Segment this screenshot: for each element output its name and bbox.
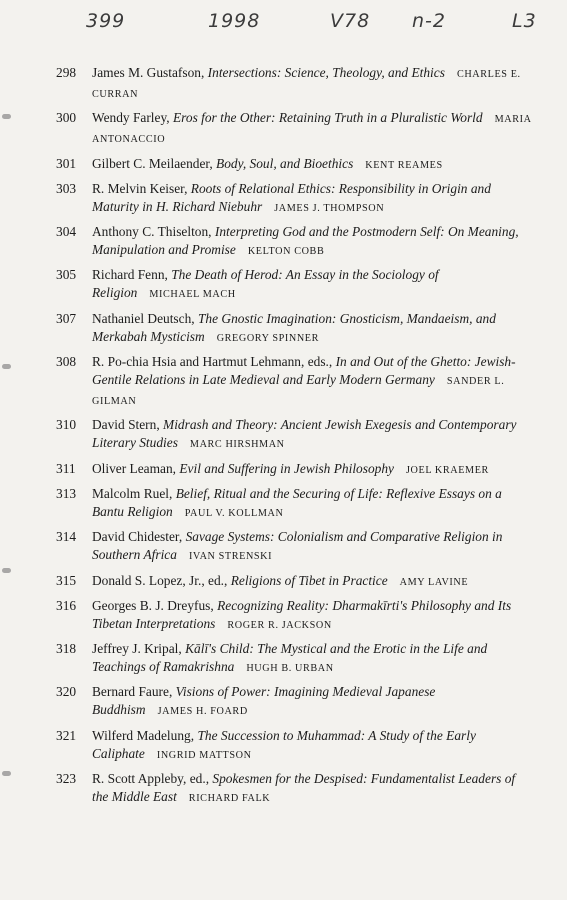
reviewer-name: SANDER L. GILMAN [92, 376, 505, 408]
entry-citation [92, 64, 534, 104]
page-number: 315 [56, 572, 77, 588]
handwritten-note-3: V78 [330, 10, 371, 32]
book-title: The Death of Herod: An Essay in the Sociology of Religion [92, 267, 439, 301]
author-name: Nathaniel Deutsch, [92, 310, 198, 326]
review-entry [56, 266, 534, 304]
book-title: Recognizing Reality: Dharmakīrti's Philosophy and Its Tibetan Interpretations [92, 597, 512, 631]
reviewer-name: PAUL V. KOLLMAN [184, 507, 284, 519]
page-number: 310 [56, 417, 77, 433]
page-number: 323 [56, 771, 77, 787]
review-entry [56, 528, 534, 566]
reviewer-name: HUGH B. URBAN [246, 663, 334, 675]
reviewer-name: AMY LAVINE [399, 576, 469, 588]
author-name: Jeffrey J. Kripal, [92, 641, 186, 657]
page-number: 301 [56, 155, 77, 171]
punch-hole-mark [2, 568, 11, 573]
review-entry [56, 683, 534, 721]
entry-citation [92, 310, 534, 348]
author-name: Gilbert C. Meilaender, [92, 155, 217, 171]
review-entry [56, 353, 534, 411]
author-name: Malcolm Ruel, [92, 485, 176, 501]
author-name: Oliver Leaman, [92, 460, 180, 476]
punch-hole-mark [2, 114, 11, 119]
entry-citation [92, 727, 534, 765]
author-name: Georges B. J. Dreyfus, [92, 597, 218, 613]
review-entry [56, 64, 534, 104]
entry-citation [92, 640, 534, 678]
entry-citation [92, 180, 534, 218]
entry-citation [92, 223, 534, 261]
page-number: 320 [56, 684, 77, 700]
page-number: 307 [56, 310, 77, 326]
punch-hole-mark [2, 771, 11, 776]
book-title: The Gnostic Imagination: Gnosticism, Mandaeism, and Merkabah Mysticism [92, 310, 496, 344]
book-title: Body, Soul, and Bioethics [216, 155, 354, 171]
entry-citation [92, 109, 534, 149]
review-entry [56, 727, 534, 765]
book-title: Evil and Suffering in Jewish Philosophy [179, 460, 394, 476]
reviewer-name: KENT REAMES [365, 159, 443, 171]
entry-citation [92, 597, 534, 635]
book-title: Religions of Tibet in Practice [230, 572, 388, 588]
page-number: 300 [56, 110, 77, 126]
author-name: R. Scott Appleby, ed., [92, 771, 213, 787]
reviewer-name: MARIA ANTONACCIO [92, 114, 531, 146]
entry-citation [92, 770, 534, 808]
book-title: Eros for the Other: Retaining Truth in a Pluralistic World [172, 110, 483, 126]
book-title: Visions of Power: Imagining Medieval Japanese Buddhism [92, 684, 436, 718]
entry-citation [92, 155, 534, 175]
author-name: David Stern, [92, 417, 164, 433]
author-name: Bernard Faure, [92, 684, 176, 700]
author-name: David Chidester, [92, 529, 186, 545]
punch-hole-mark [2, 364, 11, 369]
page-number: 305 [56, 267, 77, 283]
reviewer-name: GREGORY SPINNER [216, 332, 319, 344]
reviewer-name: IVAN STRENSKI [188, 551, 273, 563]
handwritten-note-2: 1998 [208, 10, 261, 32]
reviewer-name: ROGER R. JACKSON [227, 619, 332, 631]
book-title: Intersections: Science, Theology, and Ethics [207, 65, 445, 80]
page-number: 298 [56, 65, 77, 80]
review-entry [56, 640, 534, 678]
reviewer-name: JAMES J. THOMPSON [274, 202, 385, 214]
entry-citation [92, 485, 534, 523]
review-entry [56, 180, 534, 218]
review-entry [56, 310, 534, 348]
page-number: 318 [56, 641, 77, 657]
reviewer-name: KELTON COBB [247, 246, 325, 258]
reviewer-name: CHARLES E. CURRAN [92, 69, 521, 100]
review-entry [56, 485, 534, 523]
book-title: Belief, Ritual and the Securing of Life: Reflexive Essays on a Bantu Religion [92, 485, 502, 519]
page-number: 308 [56, 354, 77, 370]
author-name: Anthony C. Thiselton, [92, 224, 215, 240]
handwritten-note-4: n-2 [412, 10, 446, 32]
reviewer-name: INGRID MATTSON [156, 749, 252, 761]
reviewer-name: MICHAEL MACH [149, 289, 236, 301]
book-title: Savage Systems: Colonialism and Comparative Religion in Southern Africa [92, 529, 503, 563]
book-title: Spokesmen for the Despised: Fundamentalist Leaders of the Middle East [92, 771, 516, 805]
page-number: 304 [56, 224, 77, 240]
entry-citation [92, 528, 534, 566]
page-number: 316 [56, 597, 77, 613]
review-entry [56, 597, 534, 635]
page-number: 311 [56, 460, 76, 476]
page-number: 314 [56, 529, 77, 545]
review-entry [56, 460, 534, 480]
author-name: R. Melvin Keiser, [92, 180, 191, 196]
page-number: 303 [56, 180, 77, 196]
review-entry [56, 416, 534, 454]
book-title: Roots of Relational Ethics: Responsibility in Origin and Maturity in H. Richard Niebuhr [92, 180, 491, 214]
entry-citation [92, 266, 534, 304]
page-number: 321 [56, 727, 77, 743]
entry-citation [92, 416, 534, 454]
entry-citation [92, 683, 534, 721]
book-title: Kālī's Child: The Mystical and the Erotic in the Life and Teachings of Ramakrishna [92, 641, 488, 675]
review-entry [56, 155, 534, 175]
author-name: Donald S. Lopez, Jr., ed., [92, 572, 231, 588]
book-title: Interpreting God and the Postmodern Self: On Meaning, Manipulation and Promise [92, 224, 519, 258]
entry-citation [92, 460, 534, 480]
author-name: Wendy Farley, [92, 110, 173, 126]
book-title: Midrash and Theory: Ancient Jewish Exegesis and Contemporary Literary Studies [92, 417, 517, 451]
book-title: In and Out of the Ghetto: Jewish-Gentile Relations in Late Medieval and Early Modern Germany [92, 354, 516, 388]
review-entry [56, 572, 534, 592]
reviewer-name: JAMES H. FOARD [157, 706, 248, 718]
reviewer-name: JOEL KRAEMER [405, 464, 489, 476]
entry-citation [92, 572, 534, 592]
book-title: The Succession to Muhammad: A Study of the Early Caliphate [92, 727, 476, 761]
review-entry [56, 770, 534, 808]
author-name: Richard Fenn, [92, 267, 172, 283]
entry-citation [92, 353, 534, 411]
handwritten-note-1: 399 [86, 10, 126, 32]
review-entry [56, 223, 534, 261]
author-name: James M. Gustafson, [92, 65, 208, 80]
review-entry [56, 109, 534, 149]
book-review-list [56, 64, 534, 813]
handwritten-note-5: L3 [512, 10, 537, 32]
page-number: 313 [56, 485, 77, 501]
author-name: R. Po-chia Hsia and Hartmut Lehmann, eds., [92, 354, 336, 370]
reviewer-name: MARC HIRSHMAN [189, 439, 285, 451]
reviewer-name: RICHARD FALK [188, 793, 271, 805]
author-name: Wilferd Madelung, [92, 727, 198, 743]
